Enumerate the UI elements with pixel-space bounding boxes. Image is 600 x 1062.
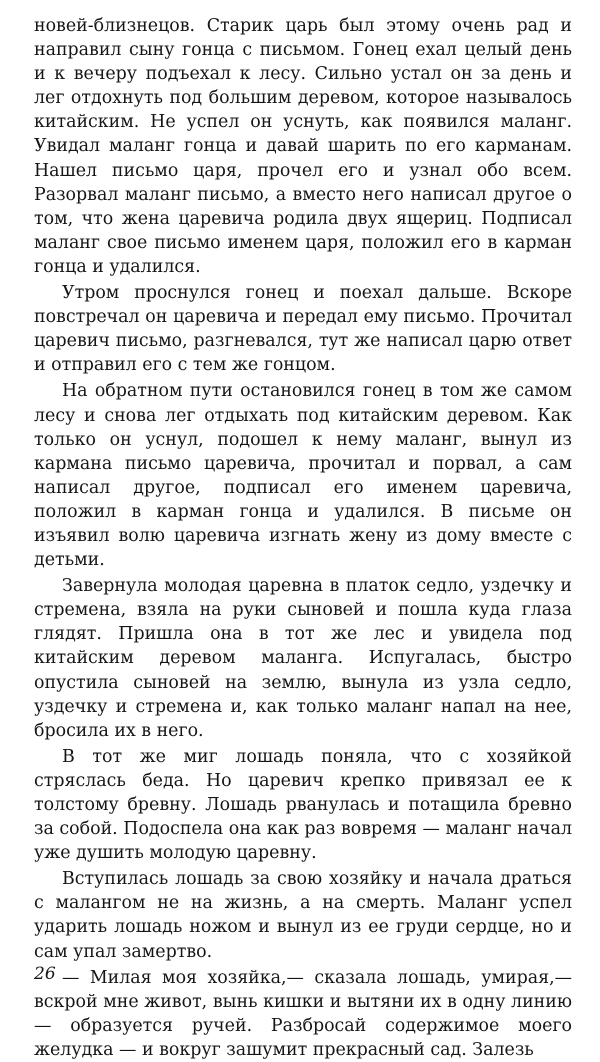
page-number: 26 [34,964,56,984]
paragraph-2: Утром проснулся гонец и поехал дальше. Вскоре повстречал он царевича и передал ему письмо. Прочитал царевич письмо, разгневался, тут же написал царю ответ и отправил его с тем же гонцом. [34,283,572,376]
paragraph-1: новей-близнецов. Старик царь был этому очень рад и направил сыну гонца с письмом. Гонец ехал целый день и к вечеру подъехал к лесу. Сильно устал он за день и лег отдохнуть под большим деревом, которое называлось китайским. Не успел он уснуть, как появился маланг. Увидал маланг гонца и давай шарить по его карманам. Нашел письмо царя, прочел его и узнал обо всем. Разорвал маланг письмо, а вместо него написал другое о том, что жена царевича родила двух ящериц. Подписал маланг свое письмо именем царя, положил его в карман гонца и удалился. [34,16,572,277]
paragraph-5: В тот же миг лошадь поняла, что с хозяйкой стряслась беда. Но царевич крепко привязал ее к толстому бревну. Лошадь рванулась и потащила бревно за собой. Подоспела она как раз вовремя — маланг начал уже душить молодую царевну. [34,746,572,864]
paragraph-7: — Милая моя хозяйка,— сказала лошадь, умирая,— вскрой мне живот, вынь кишки и вытяни их в одну линию — образуется ручей. Разбросай содержимое моего желудка — и вокруг зашумит прекрасный сад. Залезь [34,967,572,1060]
paragraph-6: Вступилась лошадь за свою хозяйку и начала драться с малангом не на жизнь, а на смерть. Маланг успел ударить лошадь ножом и вынул из ее груди сердце, но и сам упал замертво. [34,869,572,962]
paragraph-4: Завернула молодая царевна в платок седло, уздечку и стремена, взяла на руки сыновей и пошла куда глаза глядят. Пришла она в тот же лес и увидела под китайским деревом маланга. Испугалась, быстро опустила сыновей на землю, вынула из узла седло, уздечку и стремена и, как только маланг напал на нее, бросила их в него. [34,576,572,741]
page-body [34,14,572,1062]
paragraph-3: На обратном пути остановился гонец в том же самом лесу и снова лег отдыхать под китайским деревом. Как только он уснул, подошел к нему маланг, вынул из кармана письмо царевича, прочитал и порвал, а сам написал другое, подписал его именем царевича, положил в карман гонца и удалился. В письме он изъявил волю царевича изгнать жену из дому вместе с детьми. [34,381,572,571]
